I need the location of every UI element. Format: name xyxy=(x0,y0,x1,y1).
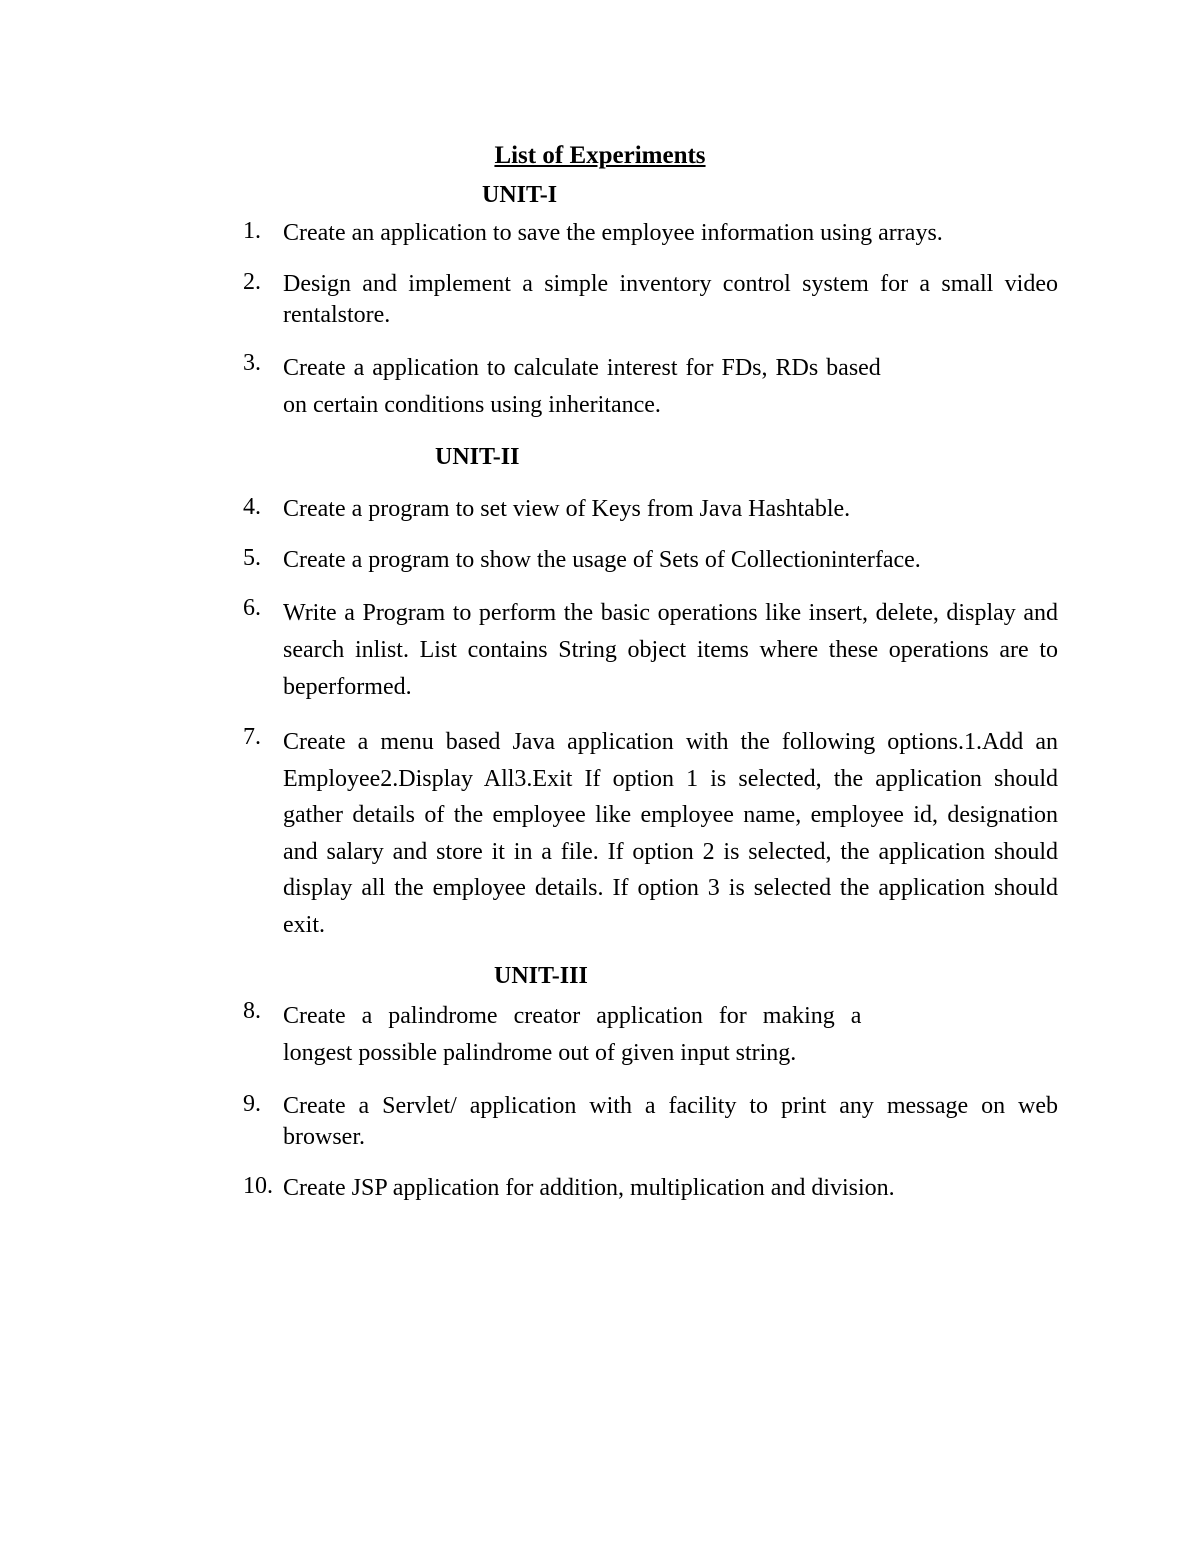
item-text: Create an application to save the employee information using arrays. xyxy=(283,220,943,246)
list-item xyxy=(243,269,1058,331)
unit-heading-3: UNIT-III xyxy=(494,963,588,989)
item-text: Create a menu based Java application with the following options.1.Add an Employee2.Display All3.Exit If option 1 is selected, the application should gather details of the employee like employee name, employee id, designation and salary and store it in a file. If option 2 is selected, the application should display all the employee details. If option 3 is selected the application should exit. xyxy=(283,729,1058,938)
item-text: Create a application to calculate interest for FDs, RDs based xyxy=(283,355,881,381)
item-number: 5. xyxy=(243,545,261,571)
document-title: List of Experiments xyxy=(494,142,706,169)
list-item xyxy=(243,998,1058,1072)
item-number: 9. xyxy=(243,1091,261,1117)
list-item xyxy=(243,1173,1058,1203)
item-number: 1. xyxy=(243,218,261,244)
item-number: 2. xyxy=(243,269,261,295)
item-text: Design and implement a simple inventory control system for a small video rentalstore. xyxy=(283,271,1058,328)
list-item xyxy=(243,724,1058,943)
item-number: 7. xyxy=(243,724,261,750)
list-item xyxy=(243,350,1058,424)
item-text: Create a palindrome creator application for making a xyxy=(283,1003,862,1029)
item-number: 3. xyxy=(243,350,261,376)
list-item xyxy=(243,545,1058,575)
unit-heading-1: UNIT-I xyxy=(482,182,558,208)
item-number: 8. xyxy=(243,998,261,1024)
item-text: Create JSP application for addition, multiplication and division. xyxy=(283,1175,895,1201)
list-item xyxy=(243,595,1058,706)
list-item xyxy=(243,494,1058,524)
item-text: Create a Servlet/ application with a facility to print any message on web browser. xyxy=(283,1093,1058,1150)
item-text: Create a program to show the usage of Sets of Collectioninterface. xyxy=(283,547,921,573)
item-number: 4. xyxy=(243,494,261,520)
list-item xyxy=(243,218,1058,248)
list-item xyxy=(243,1091,1058,1153)
item-text: on certain conditions using inheritance. xyxy=(283,392,661,418)
unit-heading-2: UNIT-II xyxy=(435,444,520,470)
item-number: 6. xyxy=(243,595,261,621)
item-text: Create a program to set view of Keys from Java Hashtable. xyxy=(283,496,851,522)
item-number: 10. xyxy=(243,1173,273,1199)
item-text: Write a Program to perform the basic operations like insert, delete, display and search inlist. List contains String object items where these operations are to beperformed. xyxy=(283,600,1058,700)
item-text: longest possible palindrome out of given input string. xyxy=(283,1040,797,1066)
